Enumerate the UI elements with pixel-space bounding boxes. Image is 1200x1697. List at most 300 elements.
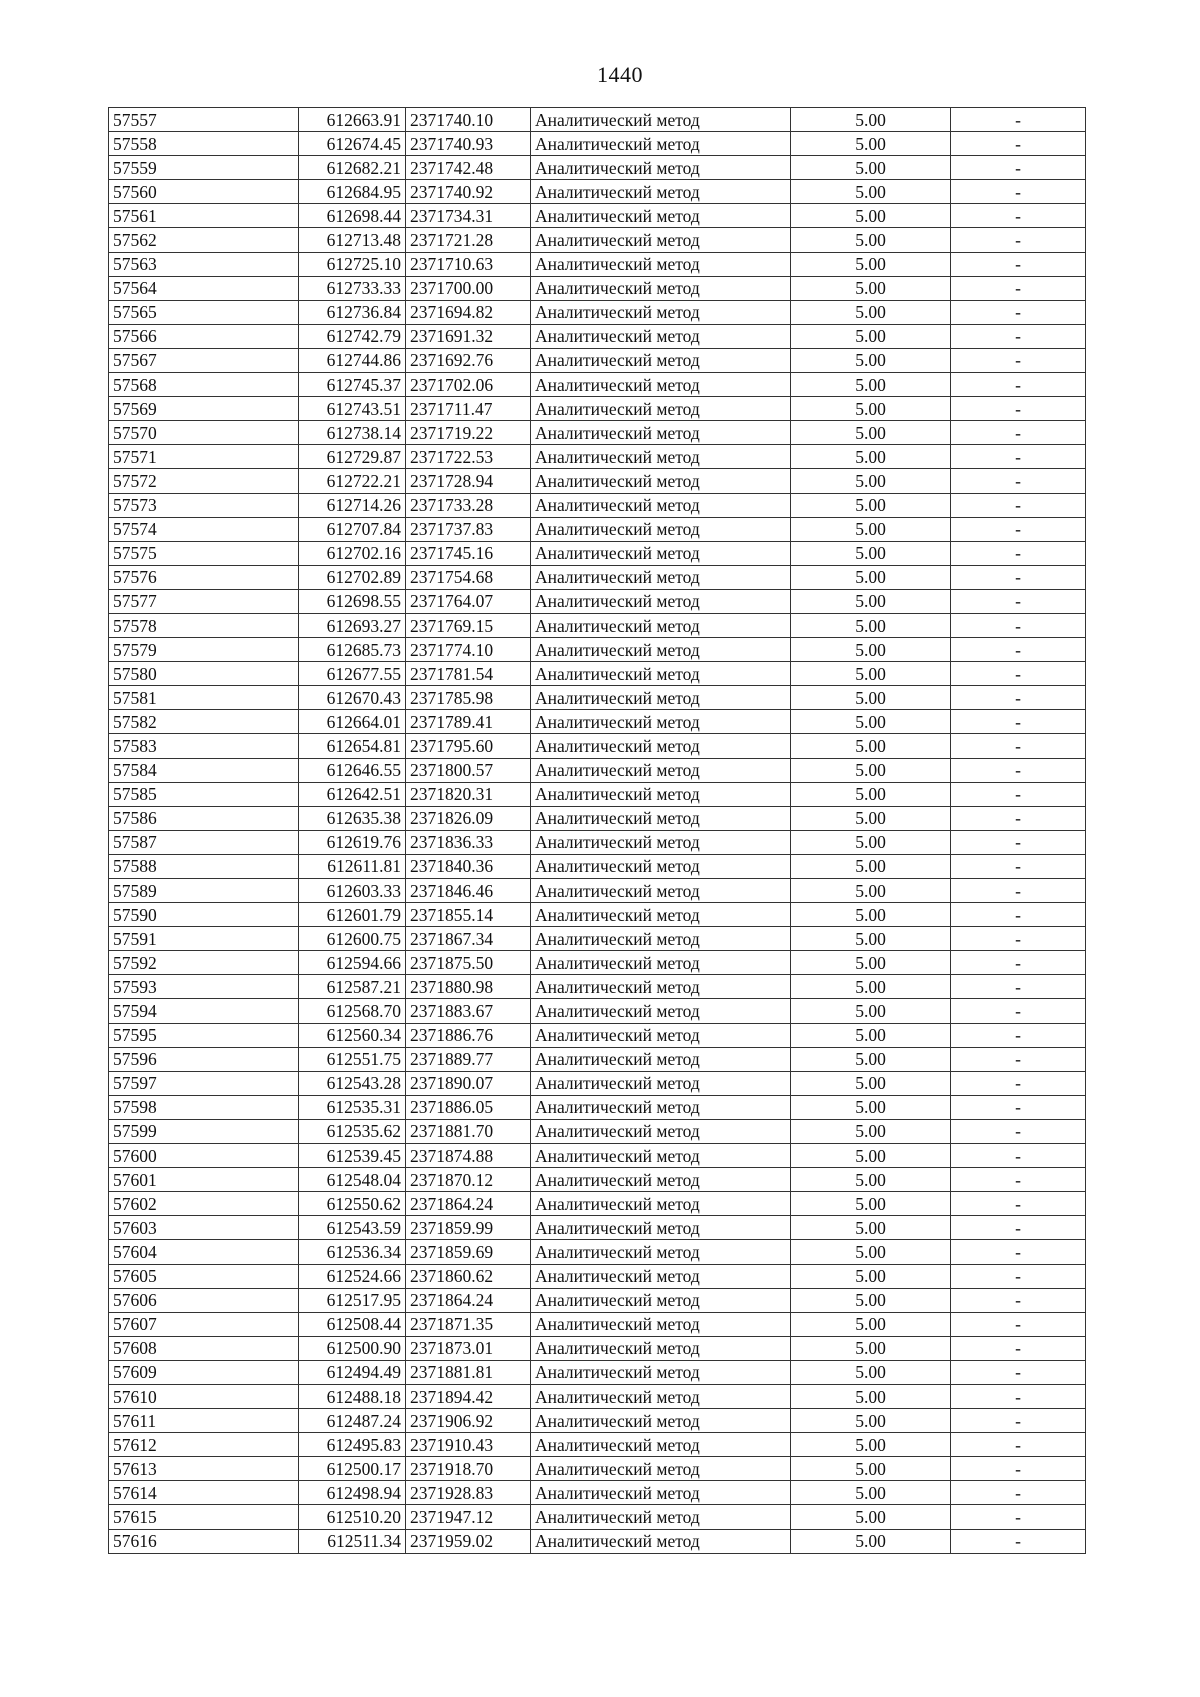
table-row bbox=[109, 806, 1086, 830]
y-coordinate-cell: 2371867.34 bbox=[406, 927, 531, 951]
y-coordinate-cell: 2371846.46 bbox=[406, 879, 531, 903]
table-row bbox=[109, 469, 1086, 493]
y-coordinate-cell: 2371873.01 bbox=[406, 1336, 531, 1360]
table-row bbox=[109, 517, 1086, 541]
y-coordinate-cell: 2371864.24 bbox=[406, 1288, 531, 1312]
note-cell: - bbox=[951, 1457, 1086, 1481]
point-number-cell: 57557 bbox=[109, 108, 299, 132]
x-coordinate-cell: 612646.55 bbox=[299, 758, 406, 782]
y-coordinate-cell: 2371789.41 bbox=[406, 710, 531, 734]
note-cell: - bbox=[951, 1409, 1086, 1433]
method-cell: Аналитический метод bbox=[531, 1409, 791, 1433]
method-cell: Аналитический метод bbox=[531, 686, 791, 710]
method-cell: Аналитический метод bbox=[531, 1384, 791, 1408]
note-cell: - bbox=[951, 132, 1086, 156]
note-cell: - bbox=[951, 108, 1086, 132]
table-row bbox=[109, 1047, 1086, 1071]
table-row bbox=[109, 1119, 1086, 1143]
table-row bbox=[109, 373, 1086, 397]
method-cell: Аналитический метод bbox=[531, 397, 791, 421]
table-row bbox=[109, 951, 1086, 975]
y-coordinate-cell: 2371764.07 bbox=[406, 589, 531, 613]
coordinates-table bbox=[108, 107, 1086, 1554]
note-cell: - bbox=[951, 421, 1086, 445]
table-row bbox=[109, 1264, 1086, 1288]
note-cell: - bbox=[951, 276, 1086, 300]
y-coordinate-cell: 2371874.88 bbox=[406, 1144, 531, 1168]
note-cell: - bbox=[951, 180, 1086, 204]
y-coordinate-cell: 2371959.02 bbox=[406, 1529, 531, 1553]
method-cell: Аналитический метод bbox=[531, 830, 791, 854]
coordinates-table-container bbox=[108, 107, 1086, 1554]
table-row bbox=[109, 686, 1086, 710]
table-row bbox=[109, 662, 1086, 686]
x-coordinate-cell: 612713.48 bbox=[299, 228, 406, 252]
accuracy-cell: 5.00 bbox=[791, 638, 951, 662]
x-coordinate-cell: 612551.75 bbox=[299, 1047, 406, 1071]
x-coordinate-cell: 612664.01 bbox=[299, 710, 406, 734]
point-number-cell: 57577 bbox=[109, 589, 299, 613]
method-cell: Аналитический метод bbox=[531, 1023, 791, 1047]
note-cell: - bbox=[951, 1360, 1086, 1384]
note-cell: - bbox=[951, 638, 1086, 662]
method-cell: Аналитический метод bbox=[531, 1192, 791, 1216]
note-cell: - bbox=[951, 1047, 1086, 1071]
point-number-cell: 57587 bbox=[109, 830, 299, 854]
x-coordinate-cell: 612508.44 bbox=[299, 1312, 406, 1336]
note-cell: - bbox=[951, 710, 1086, 734]
accuracy-cell: 5.00 bbox=[791, 348, 951, 372]
method-cell: Аналитический метод bbox=[531, 228, 791, 252]
point-number-cell: 57600 bbox=[109, 1144, 299, 1168]
point-number-cell: 57582 bbox=[109, 710, 299, 734]
method-cell: Аналитический метод bbox=[531, 252, 791, 276]
y-coordinate-cell: 2371722.53 bbox=[406, 445, 531, 469]
accuracy-cell: 5.00 bbox=[791, 493, 951, 517]
note-cell: - bbox=[951, 999, 1086, 1023]
method-cell: Аналитический метод bbox=[531, 348, 791, 372]
x-coordinate-cell: 612488.18 bbox=[299, 1384, 406, 1408]
x-coordinate-cell: 612698.44 bbox=[299, 204, 406, 228]
accuracy-cell: 5.00 bbox=[791, 1288, 951, 1312]
x-coordinate-cell: 612500.90 bbox=[299, 1336, 406, 1360]
y-coordinate-cell: 2371910.43 bbox=[406, 1433, 531, 1457]
accuracy-cell: 5.00 bbox=[791, 469, 951, 493]
y-coordinate-cell: 2371947.12 bbox=[406, 1505, 531, 1529]
accuracy-cell: 5.00 bbox=[791, 1240, 951, 1264]
table-row bbox=[109, 493, 1086, 517]
table-row bbox=[109, 276, 1086, 300]
accuracy-cell: 5.00 bbox=[791, 132, 951, 156]
table-row bbox=[109, 252, 1086, 276]
x-coordinate-cell: 612543.59 bbox=[299, 1216, 406, 1240]
method-cell: Аналитический метод bbox=[531, 517, 791, 541]
table-row bbox=[109, 1433, 1086, 1457]
table-row bbox=[109, 541, 1086, 565]
y-coordinate-cell: 2371692.76 bbox=[406, 348, 531, 372]
x-coordinate-cell: 612738.14 bbox=[299, 421, 406, 445]
accuracy-cell: 5.00 bbox=[791, 999, 951, 1023]
point-number-cell: 57573 bbox=[109, 493, 299, 517]
y-coordinate-cell: 2371795.60 bbox=[406, 734, 531, 758]
y-coordinate-cell: 2371826.09 bbox=[406, 806, 531, 830]
point-number-cell: 57583 bbox=[109, 734, 299, 758]
point-number-cell: 57590 bbox=[109, 903, 299, 927]
note-cell: - bbox=[951, 1144, 1086, 1168]
accuracy-cell: 5.00 bbox=[791, 108, 951, 132]
table-row bbox=[109, 999, 1086, 1023]
table-row bbox=[109, 638, 1086, 662]
accuracy-cell: 5.00 bbox=[791, 180, 951, 204]
y-coordinate-cell: 2371742.48 bbox=[406, 156, 531, 180]
note-cell: - bbox=[951, 252, 1086, 276]
note-cell: - bbox=[951, 1312, 1086, 1336]
method-cell: Аналитический метод bbox=[531, 1168, 791, 1192]
y-coordinate-cell: 2371886.76 bbox=[406, 1023, 531, 1047]
point-number-cell: 57608 bbox=[109, 1336, 299, 1360]
note-cell: - bbox=[951, 1216, 1086, 1240]
accuracy-cell: 5.00 bbox=[791, 1360, 951, 1384]
note-cell: - bbox=[951, 1481, 1086, 1505]
note-cell: - bbox=[951, 1529, 1086, 1553]
y-coordinate-cell: 2371740.92 bbox=[406, 180, 531, 204]
x-coordinate-cell: 612601.79 bbox=[299, 903, 406, 927]
note-cell: - bbox=[951, 324, 1086, 348]
method-cell: Аналитический метод bbox=[531, 854, 791, 878]
point-number-cell: 57612 bbox=[109, 1433, 299, 1457]
point-number-cell: 57610 bbox=[109, 1384, 299, 1408]
accuracy-cell: 5.00 bbox=[791, 1047, 951, 1071]
method-cell: Аналитический метод bbox=[531, 421, 791, 445]
y-coordinate-cell: 2371769.15 bbox=[406, 613, 531, 637]
accuracy-cell: 5.00 bbox=[791, 565, 951, 589]
x-coordinate-cell: 612495.83 bbox=[299, 1433, 406, 1457]
x-coordinate-cell: 612560.34 bbox=[299, 1023, 406, 1047]
point-number-cell: 57607 bbox=[109, 1312, 299, 1336]
accuracy-cell: 5.00 bbox=[791, 1216, 951, 1240]
x-coordinate-cell: 612702.16 bbox=[299, 541, 406, 565]
table-row bbox=[109, 854, 1086, 878]
x-coordinate-cell: 612603.33 bbox=[299, 879, 406, 903]
y-coordinate-cell: 2371880.98 bbox=[406, 975, 531, 999]
point-number-cell: 57599 bbox=[109, 1119, 299, 1143]
accuracy-cell: 5.00 bbox=[791, 758, 951, 782]
x-coordinate-cell: 612619.76 bbox=[299, 830, 406, 854]
accuracy-cell: 5.00 bbox=[791, 1264, 951, 1288]
accuracy-cell: 5.00 bbox=[791, 1095, 951, 1119]
accuracy-cell: 5.00 bbox=[791, 1433, 951, 1457]
y-coordinate-cell: 2371870.12 bbox=[406, 1168, 531, 1192]
method-cell: Аналитический метод bbox=[531, 180, 791, 204]
x-coordinate-cell: 612702.89 bbox=[299, 565, 406, 589]
accuracy-cell: 5.00 bbox=[791, 1409, 951, 1433]
y-coordinate-cell: 2371859.69 bbox=[406, 1240, 531, 1264]
point-number-cell: 57565 bbox=[109, 300, 299, 324]
table-row bbox=[109, 1168, 1086, 1192]
point-number-cell: 57613 bbox=[109, 1457, 299, 1481]
method-cell: Аналитический метод bbox=[531, 1457, 791, 1481]
y-coordinate-cell: 2371928.83 bbox=[406, 1481, 531, 1505]
x-coordinate-cell: 612539.45 bbox=[299, 1144, 406, 1168]
x-coordinate-cell: 612693.27 bbox=[299, 613, 406, 637]
point-number-cell: 57571 bbox=[109, 445, 299, 469]
y-coordinate-cell: 2371883.67 bbox=[406, 999, 531, 1023]
y-coordinate-cell: 2371886.05 bbox=[406, 1095, 531, 1119]
method-cell: Аналитический метод bbox=[531, 1505, 791, 1529]
note-cell: - bbox=[951, 951, 1086, 975]
note-cell: - bbox=[951, 469, 1086, 493]
table-row bbox=[109, 903, 1086, 927]
accuracy-cell: 5.00 bbox=[791, 734, 951, 758]
point-number-cell: 57593 bbox=[109, 975, 299, 999]
point-number-cell: 57589 bbox=[109, 879, 299, 903]
accuracy-cell: 5.00 bbox=[791, 854, 951, 878]
method-cell: Аналитический метод bbox=[531, 710, 791, 734]
table-row bbox=[109, 132, 1086, 156]
method-cell: Аналитический метод bbox=[531, 589, 791, 613]
accuracy-cell: 5.00 bbox=[791, 1023, 951, 1047]
x-coordinate-cell: 612635.38 bbox=[299, 806, 406, 830]
point-number-cell: 57603 bbox=[109, 1216, 299, 1240]
x-coordinate-cell: 612510.20 bbox=[299, 1505, 406, 1529]
method-cell: Аналитический метод bbox=[531, 469, 791, 493]
method-cell: Аналитический метод bbox=[531, 638, 791, 662]
x-coordinate-cell: 612733.33 bbox=[299, 276, 406, 300]
note-cell: - bbox=[951, 541, 1086, 565]
point-number-cell: 57572 bbox=[109, 469, 299, 493]
table-row bbox=[109, 180, 1086, 204]
y-coordinate-cell: 2371721.28 bbox=[406, 228, 531, 252]
x-coordinate-cell: 612568.70 bbox=[299, 999, 406, 1023]
table-row bbox=[109, 830, 1086, 854]
point-number-cell: 57609 bbox=[109, 1360, 299, 1384]
note-cell: - bbox=[951, 1023, 1086, 1047]
method-cell: Аналитический метод bbox=[531, 903, 791, 927]
point-number-cell: 57567 bbox=[109, 348, 299, 372]
method-cell: Аналитический метод bbox=[531, 373, 791, 397]
table-row bbox=[109, 879, 1086, 903]
note-cell: - bbox=[951, 493, 1086, 517]
note-cell: - bbox=[951, 1288, 1086, 1312]
note-cell: - bbox=[951, 854, 1086, 878]
accuracy-cell: 5.00 bbox=[791, 903, 951, 927]
accuracy-cell: 5.00 bbox=[791, 324, 951, 348]
accuracy-cell: 5.00 bbox=[791, 710, 951, 734]
x-coordinate-cell: 612742.79 bbox=[299, 324, 406, 348]
y-coordinate-cell: 2371719.22 bbox=[406, 421, 531, 445]
x-coordinate-cell: 612745.37 bbox=[299, 373, 406, 397]
accuracy-cell: 5.00 bbox=[791, 1529, 951, 1553]
accuracy-cell: 5.00 bbox=[791, 1119, 951, 1143]
y-coordinate-cell: 2371864.24 bbox=[406, 1192, 531, 1216]
method-cell: Аналитический метод bbox=[531, 324, 791, 348]
note-cell: - bbox=[951, 758, 1086, 782]
method-cell: Аналитический метод bbox=[531, 204, 791, 228]
x-coordinate-cell: 612685.73 bbox=[299, 638, 406, 662]
x-coordinate-cell: 612744.86 bbox=[299, 348, 406, 372]
accuracy-cell: 5.00 bbox=[791, 975, 951, 999]
table-row bbox=[109, 1216, 1086, 1240]
accuracy-cell: 5.00 bbox=[791, 613, 951, 637]
x-coordinate-cell: 612524.66 bbox=[299, 1264, 406, 1288]
page-number: 1440 bbox=[597, 62, 643, 87]
table-row bbox=[109, 1384, 1086, 1408]
method-cell: Аналитический метод bbox=[531, 1216, 791, 1240]
table-row bbox=[109, 324, 1086, 348]
point-number-cell: 57562 bbox=[109, 228, 299, 252]
method-cell: Аналитический метод bbox=[531, 132, 791, 156]
note-cell: - bbox=[951, 397, 1086, 421]
x-coordinate-cell: 612543.28 bbox=[299, 1071, 406, 1095]
note-cell: - bbox=[951, 589, 1086, 613]
method-cell: Аналитический метод bbox=[531, 1288, 791, 1312]
method-cell: Аналитический метод bbox=[531, 662, 791, 686]
point-number-cell: 57595 bbox=[109, 1023, 299, 1047]
note-cell: - bbox=[951, 204, 1086, 228]
method-cell: Аналитический метод bbox=[531, 1095, 791, 1119]
point-number-cell: 57560 bbox=[109, 180, 299, 204]
table-row bbox=[109, 1336, 1086, 1360]
point-number-cell: 57616 bbox=[109, 1529, 299, 1553]
y-coordinate-cell: 2371906.92 bbox=[406, 1409, 531, 1433]
point-number-cell: 57615 bbox=[109, 1505, 299, 1529]
table-row bbox=[109, 156, 1086, 180]
x-coordinate-cell: 612536.34 bbox=[299, 1240, 406, 1264]
note-cell: - bbox=[951, 1264, 1086, 1288]
point-number-cell: 57598 bbox=[109, 1095, 299, 1119]
method-cell: Аналитический метод bbox=[531, 1312, 791, 1336]
point-number-cell: 57581 bbox=[109, 686, 299, 710]
method-cell: Аналитический метод bbox=[531, 565, 791, 589]
note-cell: - bbox=[951, 1505, 1086, 1529]
method-cell: Аналитический метод bbox=[531, 782, 791, 806]
accuracy-cell: 5.00 bbox=[791, 252, 951, 276]
x-coordinate-cell: 612684.95 bbox=[299, 180, 406, 204]
accuracy-cell: 5.00 bbox=[791, 421, 951, 445]
x-coordinate-cell: 612600.75 bbox=[299, 927, 406, 951]
note-cell: - bbox=[951, 565, 1086, 589]
point-number-cell: 57597 bbox=[109, 1071, 299, 1095]
note-cell: - bbox=[951, 975, 1086, 999]
method-cell: Аналитический метод bbox=[531, 493, 791, 517]
table-row bbox=[109, 734, 1086, 758]
point-number-cell: 57586 bbox=[109, 806, 299, 830]
accuracy-cell: 5.00 bbox=[791, 397, 951, 421]
y-coordinate-cell: 2371881.81 bbox=[406, 1360, 531, 1384]
y-coordinate-cell: 2371710.63 bbox=[406, 252, 531, 276]
table-row bbox=[109, 1409, 1086, 1433]
point-number-cell: 57563 bbox=[109, 252, 299, 276]
y-coordinate-cell: 2371859.99 bbox=[406, 1216, 531, 1240]
table-row bbox=[109, 589, 1086, 613]
note-cell: - bbox=[951, 1119, 1086, 1143]
accuracy-cell: 5.00 bbox=[791, 1168, 951, 1192]
point-number-cell: 57604 bbox=[109, 1240, 299, 1264]
note-cell: - bbox=[951, 782, 1086, 806]
x-coordinate-cell: 612611.81 bbox=[299, 854, 406, 878]
table-row bbox=[109, 782, 1086, 806]
accuracy-cell: 5.00 bbox=[791, 1336, 951, 1360]
note-cell: - bbox=[951, 662, 1086, 686]
x-coordinate-cell: 612594.66 bbox=[299, 951, 406, 975]
method-cell: Аналитический метод bbox=[531, 806, 791, 830]
table-row bbox=[109, 228, 1086, 252]
table-row bbox=[109, 710, 1086, 734]
y-coordinate-cell: 2371889.77 bbox=[406, 1047, 531, 1071]
accuracy-cell: 5.00 bbox=[791, 662, 951, 686]
note-cell: - bbox=[951, 156, 1086, 180]
method-cell: Аналитический метод bbox=[531, 1481, 791, 1505]
note-cell: - bbox=[951, 734, 1086, 758]
accuracy-cell: 5.00 bbox=[791, 1312, 951, 1336]
accuracy-cell: 5.00 bbox=[791, 300, 951, 324]
y-coordinate-cell: 2371700.00 bbox=[406, 276, 531, 300]
x-coordinate-cell: 612654.81 bbox=[299, 734, 406, 758]
point-number-cell: 57558 bbox=[109, 132, 299, 156]
table-row bbox=[109, 927, 1086, 951]
x-coordinate-cell: 612682.21 bbox=[299, 156, 406, 180]
accuracy-cell: 5.00 bbox=[791, 686, 951, 710]
x-coordinate-cell: 612722.21 bbox=[299, 469, 406, 493]
accuracy-cell: 5.00 bbox=[791, 517, 951, 541]
x-coordinate-cell: 612674.45 bbox=[299, 132, 406, 156]
note-cell: - bbox=[951, 806, 1086, 830]
method-cell: Аналитический метод bbox=[531, 1360, 791, 1384]
method-cell: Аналитический метод bbox=[531, 1144, 791, 1168]
table-row bbox=[109, 1071, 1086, 1095]
y-coordinate-cell: 2371881.70 bbox=[406, 1119, 531, 1143]
x-coordinate-cell: 612587.21 bbox=[299, 975, 406, 999]
table-row bbox=[109, 397, 1086, 421]
y-coordinate-cell: 2371836.33 bbox=[406, 830, 531, 854]
method-cell: Аналитический метод bbox=[531, 879, 791, 903]
x-coordinate-cell: 612487.24 bbox=[299, 1409, 406, 1433]
table-row bbox=[109, 1192, 1086, 1216]
method-cell: Аналитический метод bbox=[531, 951, 791, 975]
method-cell: Аналитический метод bbox=[531, 445, 791, 469]
y-coordinate-cell: 2371774.10 bbox=[406, 638, 531, 662]
x-coordinate-cell: 612642.51 bbox=[299, 782, 406, 806]
point-number-cell: 57584 bbox=[109, 758, 299, 782]
x-coordinate-cell: 612511.34 bbox=[299, 1529, 406, 1553]
method-cell: Аналитический метод bbox=[531, 156, 791, 180]
y-coordinate-cell: 2371728.94 bbox=[406, 469, 531, 493]
table-row bbox=[109, 1288, 1086, 1312]
table-row bbox=[109, 348, 1086, 372]
x-coordinate-cell: 612729.87 bbox=[299, 445, 406, 469]
y-coordinate-cell: 2371711.47 bbox=[406, 397, 531, 421]
accuracy-cell: 5.00 bbox=[791, 879, 951, 903]
accuracy-cell: 5.00 bbox=[791, 830, 951, 854]
table-row bbox=[109, 758, 1086, 782]
note-cell: - bbox=[951, 445, 1086, 469]
table-row bbox=[109, 445, 1086, 469]
table-row bbox=[109, 1312, 1086, 1336]
note-cell: - bbox=[951, 1168, 1086, 1192]
point-number-cell: 57606 bbox=[109, 1288, 299, 1312]
point-number-cell: 57591 bbox=[109, 927, 299, 951]
method-cell: Аналитический метод bbox=[531, 1336, 791, 1360]
table-row bbox=[109, 975, 1086, 999]
note-cell: - bbox=[951, 228, 1086, 252]
point-number-cell: 57570 bbox=[109, 421, 299, 445]
y-coordinate-cell: 2371733.28 bbox=[406, 493, 531, 517]
point-number-cell: 57564 bbox=[109, 276, 299, 300]
note-cell: - bbox=[951, 879, 1086, 903]
note-cell: - bbox=[951, 686, 1086, 710]
x-coordinate-cell: 612663.91 bbox=[299, 108, 406, 132]
y-coordinate-cell: 2371740.10 bbox=[406, 108, 531, 132]
